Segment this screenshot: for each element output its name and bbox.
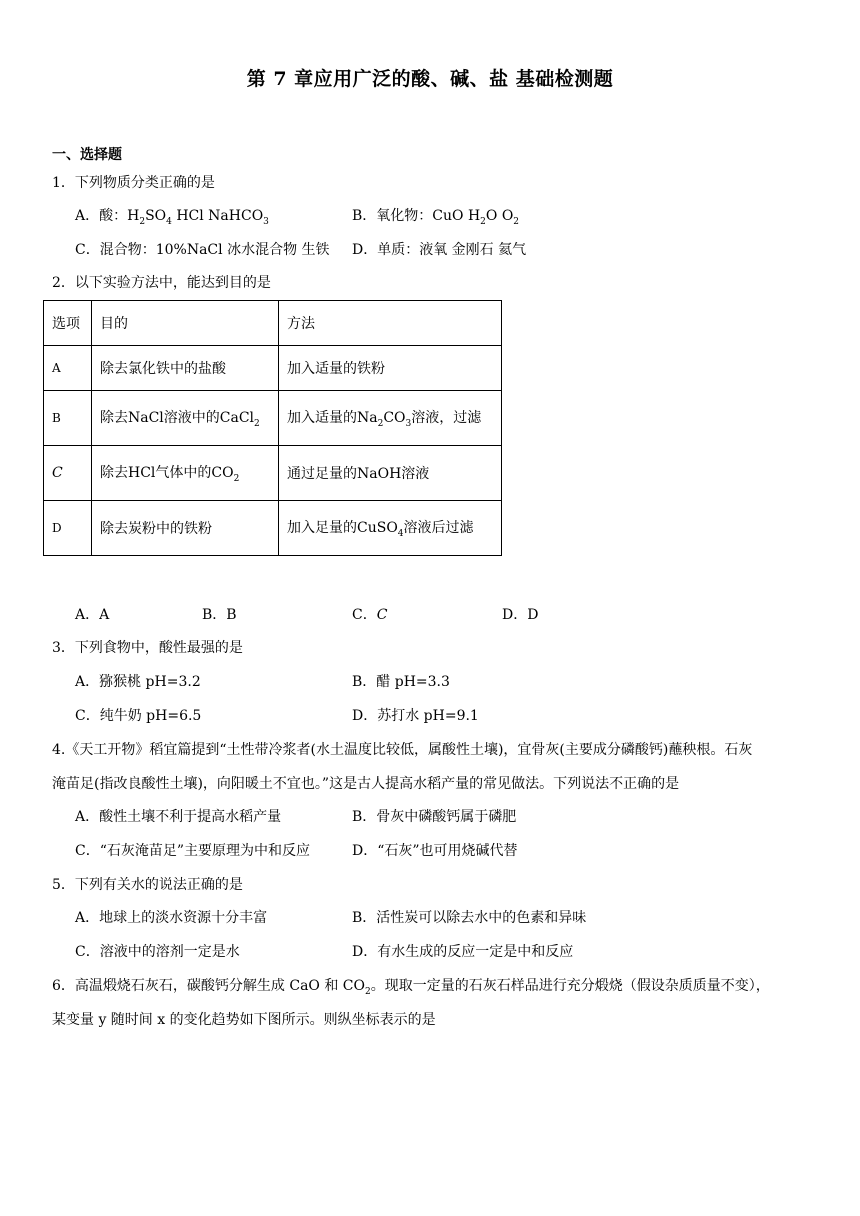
table-cell-option: D <box>44 501 92 556</box>
q2-option-a: A．A <box>75 607 110 623</box>
q1-stem: 1．下列物质分类正确的是 <box>52 175 215 191</box>
q3-stem: 3．下列食物中，酸性最强的是 <box>52 640 243 656</box>
q5-option-c: C．溶液中的溶剂一定是水 <box>75 944 240 960</box>
q3-option-c: C．纯牛奶 pH=6.5 <box>75 708 202 724</box>
q2-option-d: D．D <box>502 607 539 623</box>
table-header-cell: 目的 <box>92 301 279 346</box>
table-cell-option: A <box>44 346 92 391</box>
q3-option-d: D．苏打水 pH=9.1 <box>352 708 479 724</box>
q5-option-d: D．有水生成的反应一定是中和反应 <box>352 944 574 960</box>
table-row <box>44 391 502 446</box>
table-cell-method: 加入足量的CuSO$_4$溶液后过滤 <box>279 501 502 556</box>
q4-stem-line1: 4.《天工开物》稻宜篇提到“土性带冷浆者(水土温度比较低，属酸性土壤)，宜骨灰(主要成分磷酸钙)蘸秧根。石灰 <box>52 742 753 758</box>
q6-stem-line1: 6．高温煅烧石灰石，碳酸钙分解生成 CaO 和 $CO_2$。现取一定量的石灰石样品进行充分煅烧（假设杂质质量不变）， <box>52 978 770 997</box>
table-header-cell: 方法 <box>279 301 502 346</box>
section-heading: 一、选择题 <box>52 147 122 163</box>
q4-option-a: A．酸性土壤不利于提高水稻产量 <box>75 809 282 825</box>
q2-option-b: B．B <box>202 607 237 623</box>
table-cell-goal: 除去HCl气体中的$CO_2$ <box>92 446 279 501</box>
table-row <box>44 501 502 556</box>
table-cell-method: 加入适量的$Na_2CO_3$溶液，过滤 <box>279 391 502 446</box>
q2-option-c: C．C <box>352 607 388 623</box>
q5-stem: 5．下列有关水的说法正确的是 <box>52 877 243 893</box>
q1-option-a: A．酸：$H_2SO_4$ HCl NaHCO$_3$ <box>75 208 269 227</box>
table-cell-option: C <box>44 446 92 501</box>
table-cell-method: 通过足量的NaOH溶液 <box>279 446 502 501</box>
q4-option-b: B．骨灰中磷酸钙属于磷肥 <box>352 809 517 825</box>
q2-stem: 2．以下实验方法中，能达到目的是 <box>52 275 271 291</box>
table-row <box>44 446 502 501</box>
table-cell-goal: 除去NaCl溶液中的CaCl$_2$ <box>92 391 279 446</box>
q1-option-c: C．混合物：10%NaCl 冰水混合物 生铁 <box>75 242 330 258</box>
table-cell-method: 加入适量的铁粉 <box>279 346 502 391</box>
q4-option-c: C．“石灰淹苗足”主要原理为中和反应 <box>75 843 311 859</box>
q2-table <box>43 300 502 556</box>
q6-stem-line2: 某变量 y 随时间 x 的变化趋势如下图所示。则纵坐标表示的是 <box>52 1012 436 1028</box>
q1-option-d: D．单质：液氧 金刚石 氦气 <box>352 242 527 258</box>
table-header-cell: 选项 <box>44 301 92 346</box>
q5-option-a: A．地球上的淡水资源十分丰富 <box>75 910 268 926</box>
q4-stem-line2: 淹苗足(指改良酸性土壤)，向阳暖土不宜也。”这是古人提高水稻产量的常见做法。下列说法不正确的是 <box>52 776 680 792</box>
q1-option-b: B．氧化物：CuO $H_2O$ $O_2$ <box>352 208 520 227</box>
table-cell-goal: 除去氯化铁中的盐酸 <box>92 346 279 391</box>
table-header-row <box>44 301 502 346</box>
table-cell-option: B <box>44 391 92 446</box>
q5-option-b: B．活性炭可以除去水中的色素和异味 <box>352 910 587 926</box>
table-cell-goal: 除去炭粉中的铁粉 <box>92 501 279 556</box>
table-row <box>44 346 502 391</box>
q3-option-b: B．醋 pH=3.3 <box>352 674 450 690</box>
q3-option-a: A．猕猴桃 pH=3.2 <box>75 674 201 690</box>
page-title: 第 7 章应用广泛的酸、碱、盐 基础检测题 <box>246 68 614 90</box>
q4-option-d: D．“石灰”也可用烧碱代替 <box>352 843 518 859</box>
